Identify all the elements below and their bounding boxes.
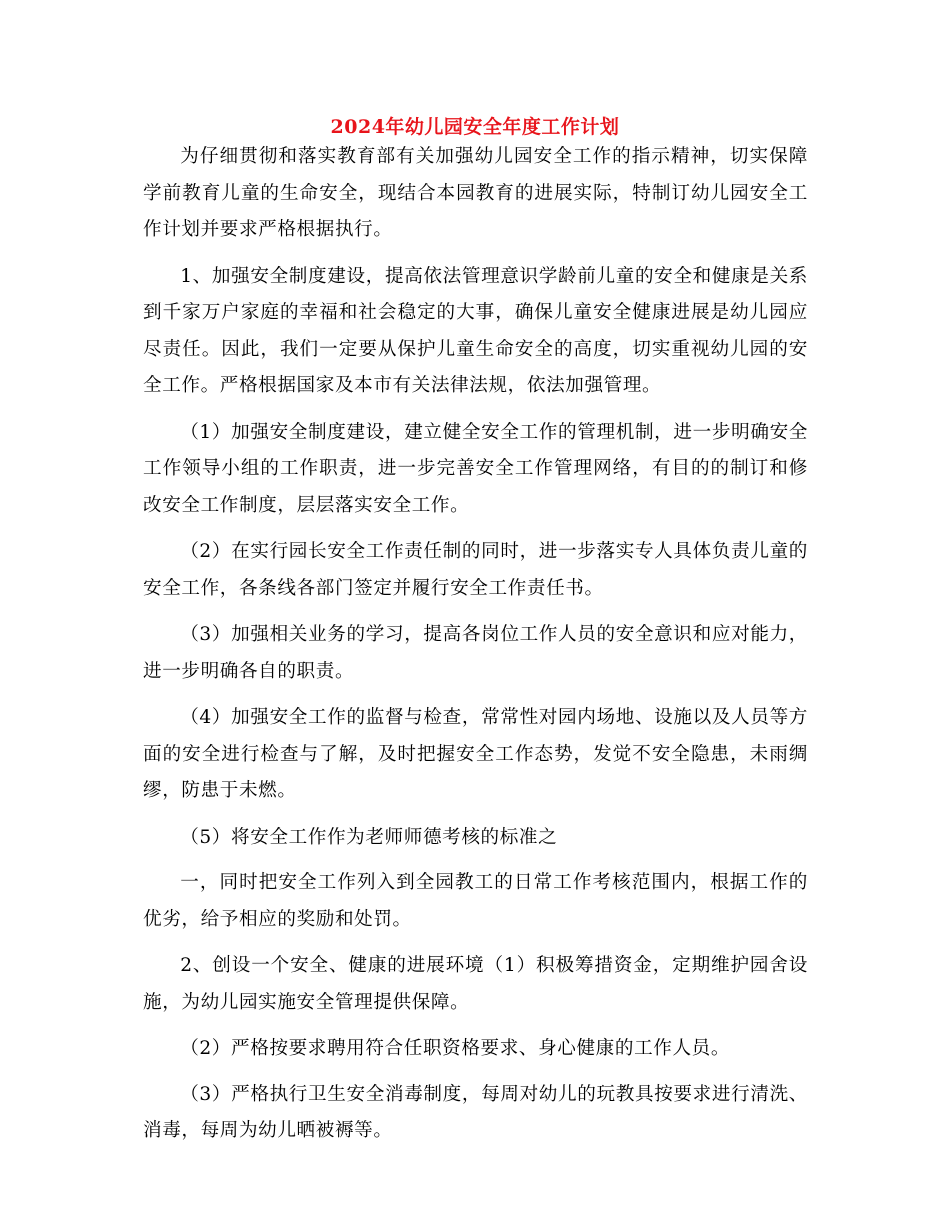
paragraph-intro: 为仔细贯彻和落实教育部有关加强幼儿园安全工作的指示精神，切实保障学前教育儿童的生命安全，现结合本园教育的进展实际，特制订幼儿园安全工作计划并要求严格根据执行。 xyxy=(143,146,808,240)
paragraph-item-1-2: （2）在实行园长安全工作责任制的同时，进一步落实专人具体负责儿童的安全工作，各条线各部门签定并履行安全工作责任书。 xyxy=(143,541,808,599)
paragraph-item-2-3: （3）严格执行卫生安全消毒制度，每周对幼儿的玩教具按要求进行清洗、消毒，每周为幼儿晒被褥等。 xyxy=(143,1083,808,1141)
paragraph-item-1-4: （4）加强安全工作的监督与检查，常常性对园内场地、设施以及人员等方面的安全进行检查与了解，及时把握安全工作态势，发觉不安全隐患，未雨绸缪，防患于未燃。 xyxy=(143,707,808,801)
document-body xyxy=(143,139,808,1160)
paragraph-item-1-5-cont: 一，同时把安全工作列入到全园教工的日常工作考核范围内，根据工作的优劣，给予相应的奖励和处罚。 xyxy=(143,872,808,930)
paragraph-section-1: 1、加强安全制度建设，提高依法管理意识学龄前儿童的安全和健康是关系到千家万户家庭的幸福和社会稳定的大事，确保儿童安全健康进展是幼儿园应尽责任。因此，我们一定要从保护儿童生命安全的高度，切实重视幼儿园的安全工作。严格根据国家及本市有关法律法规，依法加强管理。 xyxy=(143,265,808,396)
paragraph-item-1-1: （1）加强安全制度建设，建立健全安全工作的管理机制，进一步明确安全工作领导小组的工作职责，进一步完善安全工作管理网络，有目的的制订和修改安全工作制度，层层落实安全工作。 xyxy=(143,421,808,516)
paragraph-item-1-5: （5）将安全工作作为老师师德考核的标准之 xyxy=(180,826,558,848)
paragraph-item-1-3: （3）加强相关业务的学习，提高各岗位工作人员的安全意识和应对能力，进一步明确各自的职责。 xyxy=(143,624,808,682)
paragraph-item-2-2: （2）严格按要求聘用符合任职资格要求、身心健康的工作人员。 xyxy=(180,1038,731,1059)
paragraph-section-2: 2、创设一个安全、健康的进展环境（1）积极筹措资金，定期维护园舍设施，为幼儿园实施安全管理提供保障。 xyxy=(143,955,808,1013)
document-title: 2024年幼儿园安全年度工作计划 xyxy=(330,116,620,138)
